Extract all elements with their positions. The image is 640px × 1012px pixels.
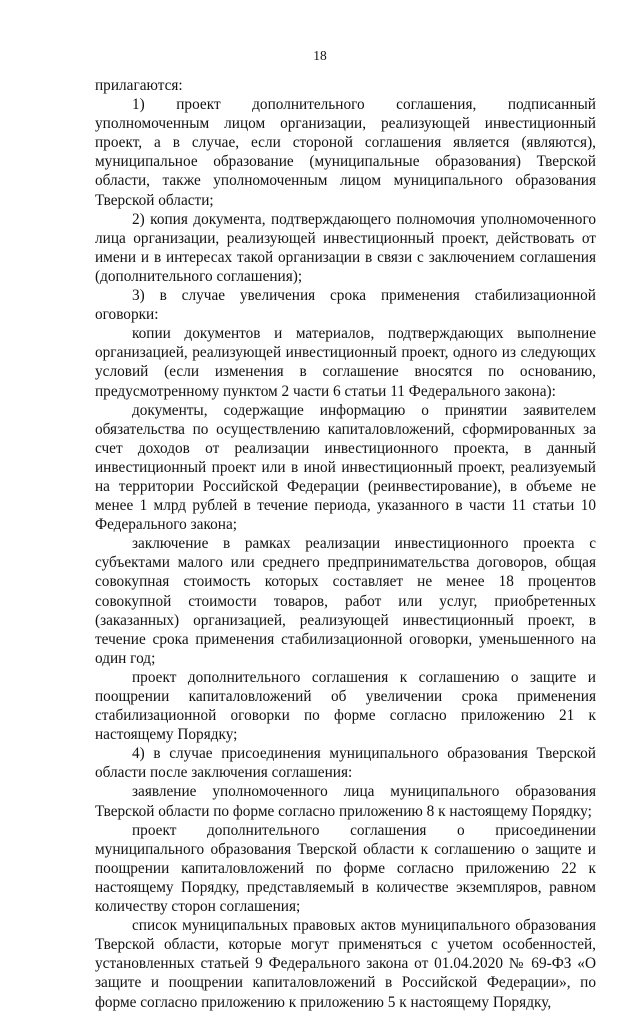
paragraph-item-4-list: список муниципальных правовых актов муниципального образования Тверской области, которые могут применяться с учетом особенностей, установленных статьей 9 Федерального закона от 01.04.2020 № 69-ФЗ «О защите и поощрении капиталовложений в Российской Федерации», по форме согласно приложению к приложению 5 к настоящему Порядку,: [95, 917, 596, 1011]
paragraph-item-1: 1) проект дополнительного соглашения, подписанный уполномоченным лицом организации, реализующей инвестиционный проект, а в случае, если стороной соглашения является (являются), муниципальное образование (муниципальные образования) Тверской области, также уполномоченным лицом муниципального образования Тверской области;: [95, 96, 596, 209]
paragraph-item-2: 2) копия документа, подтверждающего полномочия уполномоченного лица организации, реализующей инвестиционный проект, действовать от имени и в интересах такой организации в связи с заключением соглашения (дополнительного соглашения);: [95, 210, 596, 285]
paragraph-intro: прилагаются:: [95, 77, 183, 94]
paragraph-item-3-documents: документы, содержащие информацию о принятии заявителем обязательства по осуществлению капиталовложений, сформированных за счет доходов от реализации инвестиционного проекта, в данный инвестиционный проект или в иной инвестиционный проект, реализуемый на территории Российской Федерации (реинвестирование), в объеме не менее 1 млрд рублей в течение периода, указанного в части 11 статьи 10 Федерального закона;: [95, 401, 596, 534]
paragraph-item-4-statement: заявление уполномоченного лица муниципального образования Тверской области по форме согласно приложению 8 к настоящему Порядку;: [95, 783, 596, 820]
paragraph-item-3-project: проект дополнительного соглашения к соглашению о защите и поощрении капиталовложений об увеличении срока применения стабилизационной оговорки по форме согласно приложению 21 к настоящему Порядку;: [95, 668, 596, 744]
page-number: 18: [313, 48, 327, 63]
paragraph-item-3-conclusion: заключение в рамках реализации инвестиционного проекта с субъектами малого или среднего предпринимательства договоров, общая совокупная стоимость которых составляет не менее 18 процентов совокупной стоимости товаров, работ или услуг, приобретенных (заказанных) организацией, реализующей инвестиционный проект, в течение срока применения стабилизационной оговорки, уменьшенного на один год;: [95, 535, 596, 667]
document-body: [95, 76, 596, 1012]
paragraph-item-3: 3) в случае увеличения срока применения стабилизационной оговорки:: [95, 287, 596, 324]
paragraph-item-3-copies: копии документов и материалов, подтверждающих выполнение организацией, реализующей инвестиционный проект, одного из следующих условий (если изменения в соглашение вносятся по основанию, предусмотренному пунктом 2 части 6 статьи 11 Федерального закона):: [95, 325, 596, 400]
paragraph-item-4-project: проект дополнительного соглашения о присоединении муниципального образования Тверской области к соглашению о защите и поощрении капиталовложений по форме согласно приложению 22 к настоящему Порядку, представляемый в количестве экземпляров, равном количеству сторон соглашения;: [95, 821, 596, 916]
paragraph-item-4: 4) в случае присоединения муниципального образования Тверской области после заключения соглашения:: [95, 745, 596, 782]
